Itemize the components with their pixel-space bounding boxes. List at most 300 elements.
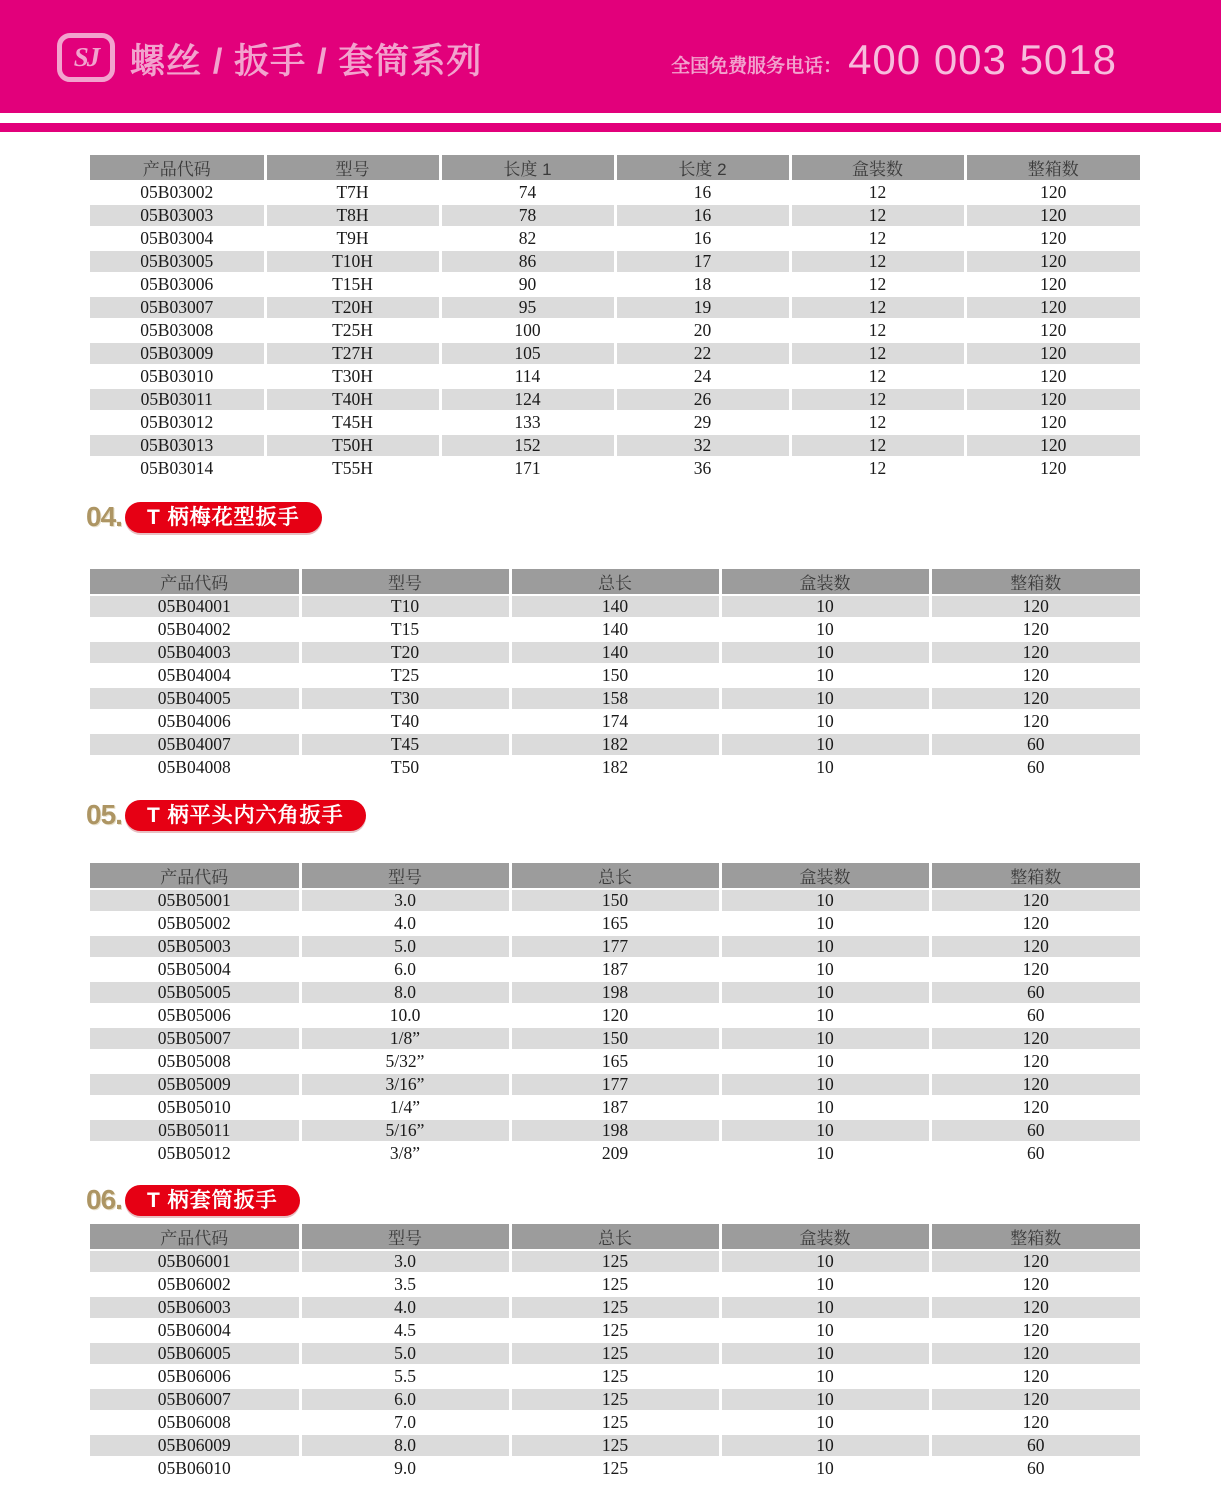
table-cell: 198	[510, 981, 720, 1004]
table-row	[90, 912, 1140, 935]
product-table-hex-t-handle	[90, 863, 1140, 1166]
table-cell: 60	[930, 1004, 1140, 1027]
table-cell: T15	[300, 618, 510, 641]
table-cell: 60	[930, 733, 1140, 756]
table-row	[90, 1119, 1140, 1142]
table-cell: T9H	[265, 227, 440, 250]
column-header: 长度 1	[440, 155, 615, 181]
table-row	[90, 342, 1140, 365]
column-header: 整箱数	[930, 863, 1140, 889]
table-row	[90, 1004, 1140, 1027]
table-row	[90, 981, 1140, 1004]
table-cell: 12	[790, 342, 965, 365]
table-cell: T45	[300, 733, 510, 756]
table-row	[90, 1434, 1140, 1457]
table-cell: 05B06005	[90, 1342, 300, 1365]
table-cell: 5/32”	[300, 1050, 510, 1073]
service-phone-label: 全国免费服务电话：	[671, 56, 843, 77]
table-cell: T30	[300, 687, 510, 710]
table-cell: 10	[720, 958, 930, 981]
table-cell: 10	[720, 1457, 930, 1480]
table-cell: 05B03003	[90, 204, 265, 227]
table-cell: 24	[615, 365, 790, 388]
table-row	[90, 1457, 1140, 1480]
table-cell: 114	[440, 365, 615, 388]
table-cell: 120	[965, 181, 1140, 204]
table-cell: T50H	[265, 434, 440, 457]
table-cell: 125	[510, 1296, 720, 1319]
table-cell: 05B06009	[90, 1434, 300, 1457]
section-04-label	[86, 501, 1221, 533]
table-cell: 150	[510, 889, 720, 912]
table-cell: 3/16”	[300, 1073, 510, 1096]
table-cell: 05B03007	[90, 296, 265, 319]
table-cell: 10	[720, 912, 930, 935]
table-cell: 120	[930, 958, 1140, 981]
table-cell: 05B06010	[90, 1457, 300, 1480]
table-cell: 10	[720, 710, 930, 733]
table-cell: 133	[440, 411, 615, 434]
table-cell: 120	[965, 296, 1140, 319]
table-cell: 10	[720, 1004, 930, 1027]
table-cell: 60	[930, 1457, 1140, 1480]
table-cell: T45H	[265, 411, 440, 434]
table-cell: 10	[720, 1319, 930, 1342]
table-cell: 10	[720, 1365, 930, 1388]
column-header: 总长	[510, 1224, 720, 1250]
table-cell: 100	[440, 319, 615, 342]
table-cell: 10	[720, 1050, 930, 1073]
table-cell: 05B03004	[90, 227, 265, 250]
table-cell: 12	[790, 250, 965, 273]
table-row	[90, 710, 1140, 733]
table-cell: 74	[440, 181, 615, 204]
table-cell: 05B06006	[90, 1365, 300, 1388]
table-cell: 5/16”	[300, 1119, 510, 1142]
table-cell: 6.0	[300, 1388, 510, 1411]
table-row	[90, 388, 1140, 411]
section-04	[86, 501, 1221, 780]
table-cell: T25H	[265, 319, 440, 342]
column-header: 产品代码	[90, 155, 265, 181]
table-cell: T25	[300, 664, 510, 687]
column-header: 盒装数	[790, 155, 965, 181]
table-row	[90, 641, 1140, 664]
table-cell: 125	[510, 1457, 720, 1480]
table-cell: 05B04002	[90, 618, 300, 641]
table-cell: 86	[440, 250, 615, 273]
table-cell: T8H	[265, 204, 440, 227]
brand-logo-text: SJ	[73, 42, 99, 72]
table-cell: 12	[790, 365, 965, 388]
table-cell: 10	[720, 1342, 930, 1365]
table-cell: 3.5	[300, 1273, 510, 1296]
table-cell: 6.0	[300, 958, 510, 981]
table-cell: 120	[930, 1365, 1140, 1388]
table-cell: 140	[510, 618, 720, 641]
table-row	[90, 1342, 1140, 1365]
table-cell: T50	[300, 756, 510, 779]
table-cell: 120	[930, 1273, 1140, 1296]
table-cell: 05B05011	[90, 1119, 300, 1142]
table-cell: 05B05004	[90, 958, 300, 981]
column-header: 整箱数	[930, 569, 1140, 595]
table-cell: 165	[510, 912, 720, 935]
table-cell: 12	[790, 434, 965, 457]
banner-stripe	[0, 123, 1221, 132]
table-cell: 120	[965, 388, 1140, 411]
column-header: 盒装数	[720, 863, 930, 889]
table-cell: 120	[965, 457, 1140, 480]
table-cell: 120	[930, 1096, 1140, 1119]
table-cell: 125	[510, 1342, 720, 1365]
table-cell: 120	[930, 1027, 1140, 1050]
table-row	[90, 889, 1140, 912]
table-cell: 125	[510, 1388, 720, 1411]
table-row	[90, 1050, 1140, 1073]
table-cell: 8.0	[300, 1434, 510, 1457]
section-06-number: 06.	[86, 1184, 122, 1215]
table-cell: 60	[930, 756, 1140, 779]
table-cell: 177	[510, 1073, 720, 1096]
table-cell: T40	[300, 710, 510, 733]
table-cell: 12	[790, 181, 965, 204]
table-row	[90, 1296, 1140, 1319]
table-cell: 05B06008	[90, 1411, 300, 1434]
table-header-row	[90, 1224, 1140, 1250]
table-cell: 140	[510, 595, 720, 618]
table-cell: 5.0	[300, 1342, 510, 1365]
table-cell: 120	[930, 889, 1140, 912]
table-cell: 16	[615, 181, 790, 204]
table-cell: T15H	[265, 273, 440, 296]
table-cell: 120	[930, 687, 1140, 710]
table-cell: 182	[510, 733, 720, 756]
table-cell: 05B06004	[90, 1319, 300, 1342]
table-cell: 120	[965, 204, 1140, 227]
table-cell: 10	[720, 618, 930, 641]
table-row	[90, 250, 1140, 273]
table-row	[90, 687, 1140, 710]
table-cell: 187	[510, 958, 720, 981]
section-04-number: 04.	[86, 501, 122, 532]
table-cell: 10.0	[300, 1004, 510, 1027]
table-cell: 1/8”	[300, 1027, 510, 1050]
table-cell: 158	[510, 687, 720, 710]
table-cell: 120	[965, 411, 1140, 434]
table-row	[90, 1027, 1140, 1050]
table-cell: 05B06007	[90, 1388, 300, 1411]
table-cell: 10	[720, 1119, 930, 1142]
banner-gap	[0, 113, 1221, 123]
table-cell: 17	[615, 250, 790, 273]
table-row	[90, 958, 1140, 981]
table-cell: T30H	[265, 365, 440, 388]
table-cell: 05B03010	[90, 365, 265, 388]
table-cell: 120	[965, 365, 1140, 388]
table-cell: 05B05001	[90, 889, 300, 912]
table-cell: 12	[790, 457, 965, 480]
table-cell: 150	[510, 1027, 720, 1050]
table-cell: 12	[790, 388, 965, 411]
table-cell: 10	[720, 1388, 930, 1411]
table-cell: 10	[720, 1027, 930, 1050]
table-cell: 22	[615, 342, 790, 365]
table-cell: 10	[720, 664, 930, 687]
column-header: 整箱数	[965, 155, 1140, 181]
table-cell: 125	[510, 1273, 720, 1296]
table-cell: 10	[720, 1434, 930, 1457]
table-cell: 5.5	[300, 1365, 510, 1388]
table-cell: 16	[615, 204, 790, 227]
table-cell: 05B03009	[90, 342, 265, 365]
table-row	[90, 1273, 1140, 1296]
table-cell: 60	[930, 981, 1140, 1004]
table-cell: 05B05005	[90, 981, 300, 1004]
product-table-t-handle-continuation	[90, 155, 1140, 481]
table-cell: 4.0	[300, 1296, 510, 1319]
table-cell: 20	[615, 319, 790, 342]
table-row	[90, 618, 1140, 641]
table-cell: 10	[720, 756, 930, 779]
table-cell: 95	[440, 296, 615, 319]
table-cell: 05B05012	[90, 1142, 300, 1165]
table-row	[90, 296, 1140, 319]
table-cell: 05B04007	[90, 733, 300, 756]
table-cell: 182	[510, 756, 720, 779]
table-cell: 3.0	[300, 1250, 510, 1273]
table-cell: 198	[510, 1119, 720, 1142]
service-phone	[671, 36, 1117, 84]
table-cell: 120	[930, 935, 1140, 958]
table-cell: 26	[615, 388, 790, 411]
table-cell: 05B05009	[90, 1073, 300, 1096]
table-cell: 120	[930, 1411, 1140, 1434]
page-banner	[0, 0, 1221, 113]
table-cell: 05B05002	[90, 912, 300, 935]
table-cell: 78	[440, 204, 615, 227]
table-cell: 05B05010	[90, 1096, 300, 1119]
table-cell: 29	[615, 411, 790, 434]
table-cell: T20H	[265, 296, 440, 319]
column-header: 产品代码	[90, 863, 300, 889]
table-cell: 120	[930, 1250, 1140, 1273]
table-cell: 05B05008	[90, 1050, 300, 1073]
table-cell: 05B04004	[90, 664, 300, 687]
column-header: 产品代码	[90, 1224, 300, 1250]
table-cell: 10	[720, 935, 930, 958]
table-cell: 120	[965, 250, 1140, 273]
table-cell: 140	[510, 641, 720, 664]
table-cell: T20	[300, 641, 510, 664]
column-header: 产品代码	[90, 569, 300, 595]
table-row	[90, 1073, 1140, 1096]
table-cell: 120	[930, 710, 1140, 733]
table-cell: 05B03006	[90, 273, 265, 296]
table-cell: 05B03005	[90, 250, 265, 273]
table-cell: 120	[930, 664, 1140, 687]
table-cell: 05B06001	[90, 1250, 300, 1273]
table-cell: 8.0	[300, 981, 510, 1004]
section-04-title-pill: T 柄梅花型扳手	[125, 502, 322, 533]
table-cell: 05B03012	[90, 411, 265, 434]
table-row	[90, 1096, 1140, 1119]
table-cell: 10	[720, 641, 930, 664]
table-cell: 5.0	[300, 935, 510, 958]
table-cell: 1/4”	[300, 1096, 510, 1119]
table-cell: 120	[930, 618, 1140, 641]
table-cell: 12	[790, 227, 965, 250]
section-05-number: 05.	[86, 799, 122, 830]
table-cell: 05B03013	[90, 434, 265, 457]
table-row	[90, 664, 1140, 687]
table-cell: 9.0	[300, 1457, 510, 1480]
table-cell: 10	[720, 687, 930, 710]
table-cell: 120	[510, 1004, 720, 1027]
table-cell: 60	[930, 1434, 1140, 1457]
table-cell: 36	[615, 457, 790, 480]
table-cell: 120	[965, 227, 1140, 250]
table-cell: 120	[965, 273, 1140, 296]
table-cell: 125	[510, 1434, 720, 1457]
table-cell: 10	[720, 1073, 930, 1096]
table-row	[90, 1365, 1140, 1388]
table-cell: 152	[440, 434, 615, 457]
table-cell: 125	[510, 1411, 720, 1434]
table-cell: 05B05006	[90, 1004, 300, 1027]
table-cell: 4.0	[300, 912, 510, 935]
table-cell: 120	[965, 319, 1140, 342]
table-row	[90, 411, 1140, 434]
table-cell: 177	[510, 935, 720, 958]
table-row	[90, 1250, 1140, 1273]
table-row	[90, 227, 1140, 250]
table-cell: 12	[790, 296, 965, 319]
column-header: 盒装数	[720, 569, 930, 595]
table-cell: 60	[930, 1119, 1140, 1142]
table-cell: 171	[440, 457, 615, 480]
table-cell: T7H	[265, 181, 440, 204]
section-05	[86, 799, 1221, 1166]
table-cell: 90	[440, 273, 615, 296]
table-cell: T55H	[265, 457, 440, 480]
table-row	[90, 756, 1140, 779]
catalog-content	[0, 132, 1221, 1481]
table-header-row	[90, 863, 1140, 889]
column-header: 整箱数	[930, 1224, 1140, 1250]
product-table-torx-t-handle	[90, 569, 1140, 780]
table-row	[90, 204, 1140, 227]
table-cell: 10	[720, 1296, 930, 1319]
section-05-title-pill: T 柄平头内六角扳手	[125, 800, 366, 831]
table-cell: 120	[930, 1050, 1140, 1073]
table-cell: T40H	[265, 388, 440, 411]
table-cell: 16	[615, 227, 790, 250]
table-row	[90, 319, 1140, 342]
table-cell: 120	[965, 342, 1140, 365]
section-06	[86, 1184, 1221, 1481]
column-header: 型号	[300, 569, 510, 595]
table-row	[90, 1388, 1140, 1411]
table-row	[90, 434, 1140, 457]
table-cell: 18	[615, 273, 790, 296]
table-cell: 7.0	[300, 1411, 510, 1434]
table-cell: T27H	[265, 342, 440, 365]
section-06-title-pill: T 柄套筒扳手	[125, 1185, 300, 1216]
section-06-label	[86, 1184, 1221, 1216]
table-cell: 05B04003	[90, 641, 300, 664]
page-title: 螺丝 / 扳手 / 套筒系列	[130, 41, 483, 81]
table-cell: 05B04006	[90, 710, 300, 733]
table-cell: 05B05003	[90, 935, 300, 958]
table-header-row	[90, 155, 1140, 181]
table-cell: 187	[510, 1096, 720, 1119]
table-row	[90, 273, 1140, 296]
table-cell: 120	[965, 434, 1140, 457]
table-cell: T10H	[265, 250, 440, 273]
table-row	[90, 1319, 1140, 1342]
column-header: 总长	[510, 863, 720, 889]
section-05-label	[86, 799, 1221, 831]
product-table-socket-t-handle	[90, 1224, 1140, 1481]
table-cell: 10	[720, 1250, 930, 1273]
table-cell: 120	[930, 912, 1140, 935]
table-cell: 125	[510, 1365, 720, 1388]
table-cell: 174	[510, 710, 720, 733]
table-row	[90, 595, 1140, 618]
table-cell: 10	[720, 733, 930, 756]
table-cell: 05B03002	[90, 181, 265, 204]
table-row	[90, 733, 1140, 756]
table-cell: 12	[790, 411, 965, 434]
table-cell: 4.5	[300, 1319, 510, 1342]
table-cell: 10	[720, 981, 930, 1004]
table-row	[90, 1142, 1140, 1165]
column-header: 盒装数	[720, 1224, 930, 1250]
table-cell: 105	[440, 342, 615, 365]
column-header: 总长	[510, 569, 720, 595]
table-cell: 165	[510, 1050, 720, 1073]
table-cell: 05B06003	[90, 1296, 300, 1319]
table-cell: 209	[510, 1142, 720, 1165]
table-cell: 32	[615, 434, 790, 457]
table-row	[90, 181, 1140, 204]
column-header: 型号	[265, 155, 440, 181]
table-cell: 82	[440, 227, 615, 250]
table-cell: 05B04005	[90, 687, 300, 710]
table-row	[90, 365, 1140, 388]
table-cell: 05B03014	[90, 457, 265, 480]
table-cell: 12	[790, 204, 965, 227]
table-cell: 3/8”	[300, 1142, 510, 1165]
table-row	[90, 457, 1140, 480]
table-cell: 10	[720, 1142, 930, 1165]
table-cell: 120	[930, 595, 1140, 618]
service-phone-number: 400 003 5018	[848, 35, 1117, 83]
table-cell: 05B03011	[90, 388, 265, 411]
table-cell: 125	[510, 1319, 720, 1342]
table-cell: 10	[720, 595, 930, 618]
table-cell: 10	[720, 1411, 930, 1434]
table-cell: 10	[720, 1273, 930, 1296]
table-cell: 120	[930, 1073, 1140, 1096]
table-row	[90, 935, 1140, 958]
table-cell: 120	[930, 641, 1140, 664]
table-cell: 19	[615, 296, 790, 319]
column-header: 型号	[300, 863, 510, 889]
table-cell: 05B04001	[90, 595, 300, 618]
table-cell: 05B04008	[90, 756, 300, 779]
